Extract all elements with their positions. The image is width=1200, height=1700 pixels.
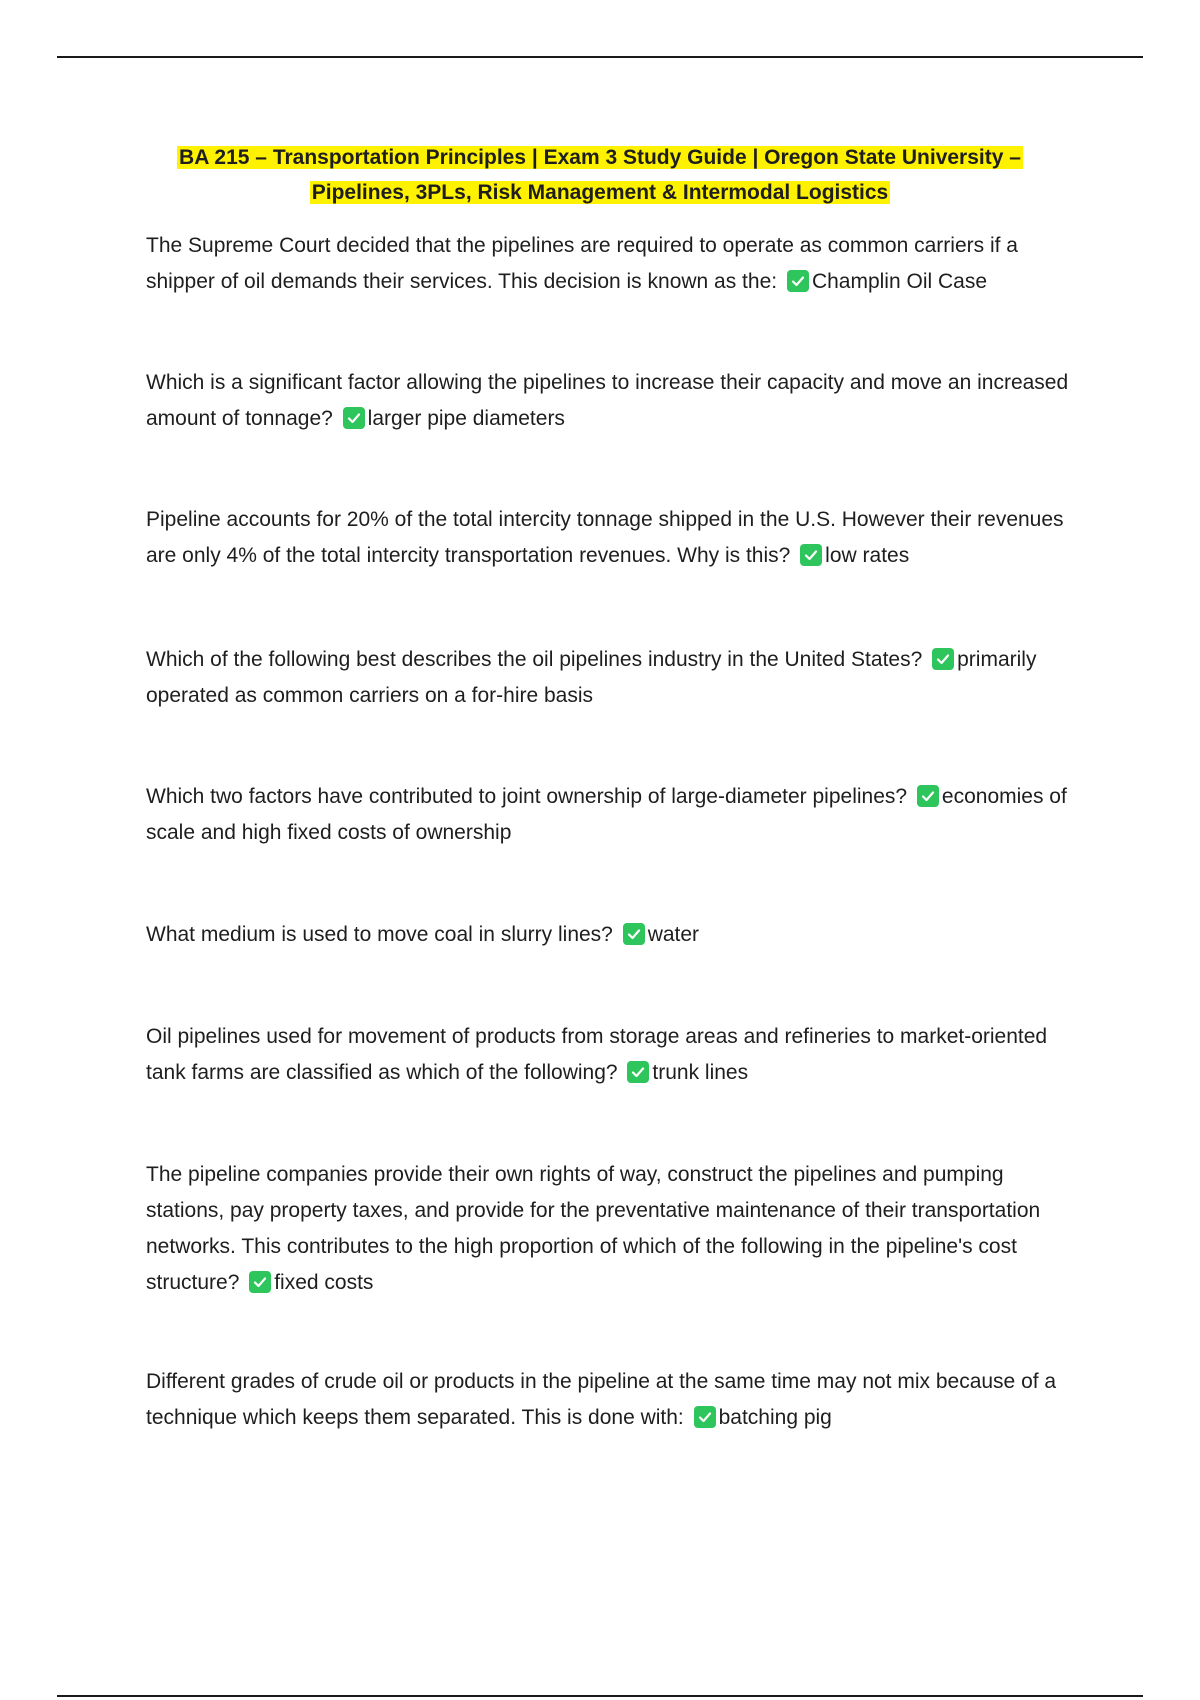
question-text: Oil pipelines used for movement of products from storage areas and refineries to market-oriented tank farms are classified as which of the following? [146,1025,1048,1084]
qa-item-5 [146,779,1076,851]
answer-text: economies of scale and high fixed costs of ownership [146,785,1067,844]
qa-item-3 [146,502,1076,574]
qa-item-6 [146,917,1076,953]
qa-item-7 [146,1019,1076,1091]
check-mark-icon [917,785,939,807]
title-line-2: Pipelines, 3PLs, Risk Management & Intermodal Logistics [311,181,889,204]
answer-text: water [647,923,700,946]
page-title [140,140,1060,210]
check-mark-icon [694,1406,716,1428]
answer-text: larger pipe diameters [367,407,565,430]
check-mark-icon [627,1061,649,1083]
title-line-1: BA 215 – Transportation Principles | Exam 3 Study Guide | Oregon State University – [179,146,1021,169]
check-mark-icon [343,407,365,429]
check-mark-icon [800,544,822,566]
qa-item-8 [146,1157,1076,1301]
question-text: Which of the following best describes the oil pipelines industry in the United States? [146,648,923,671]
bottom-rule [57,1695,1143,1697]
answer-text: low rates [825,544,910,567]
question-text: Different grades of crude oil or products in the pipeline at the same time may not mix because of a technique which keeps them separated. This is done with: [146,1370,1057,1429]
question-text: Which is a significant factor allowing the pipelines to increase their capacity and move an increased amount of tonnage? [146,371,1069,430]
check-mark-icon [249,1271,271,1293]
top-rule [57,56,1143,58]
qa-item-1 [146,228,1076,300]
check-mark-icon [932,648,954,670]
check-mark-icon [787,270,809,292]
answer-text: batching pig [718,1406,832,1429]
question-text: The pipeline companies provide their own rights of way, construct the pipelines and pumping stations, pay property taxes, and provide for the preventative maintenance of their transportation networks. This contributes to the high proportion of which of the following in the pipeline's cost structure? [146,1163,1041,1294]
qa-item-2 [146,365,1076,437]
question-text: What medium is used to move coal in slurry lines? [146,923,613,946]
answer-text: trunk lines [652,1061,749,1084]
answer-text: primarily operated as common carriers on a for-hire basis [146,648,1037,707]
check-mark-icon [623,923,645,945]
qa-item-9 [146,1364,1076,1436]
question-text: The Supreme Court decided that the pipelines are required to operate as common carriers if a shipper of oil demands their services. This decision is known as the: [146,234,1018,293]
question-text: Which two factors have contributed to joint ownership of large-diameter pipelines? [146,785,908,808]
answer-text: Champlin Oil Case [811,270,988,293]
question-text: Pipeline accounts for 20% of the total intercity tonnage shipped in the U.S. However their revenues are only 4% of the total intercity transportation revenues. Why is this? [146,508,1064,567]
qa-item-4 [146,642,1076,714]
answer-text: fixed costs [274,1271,374,1294]
